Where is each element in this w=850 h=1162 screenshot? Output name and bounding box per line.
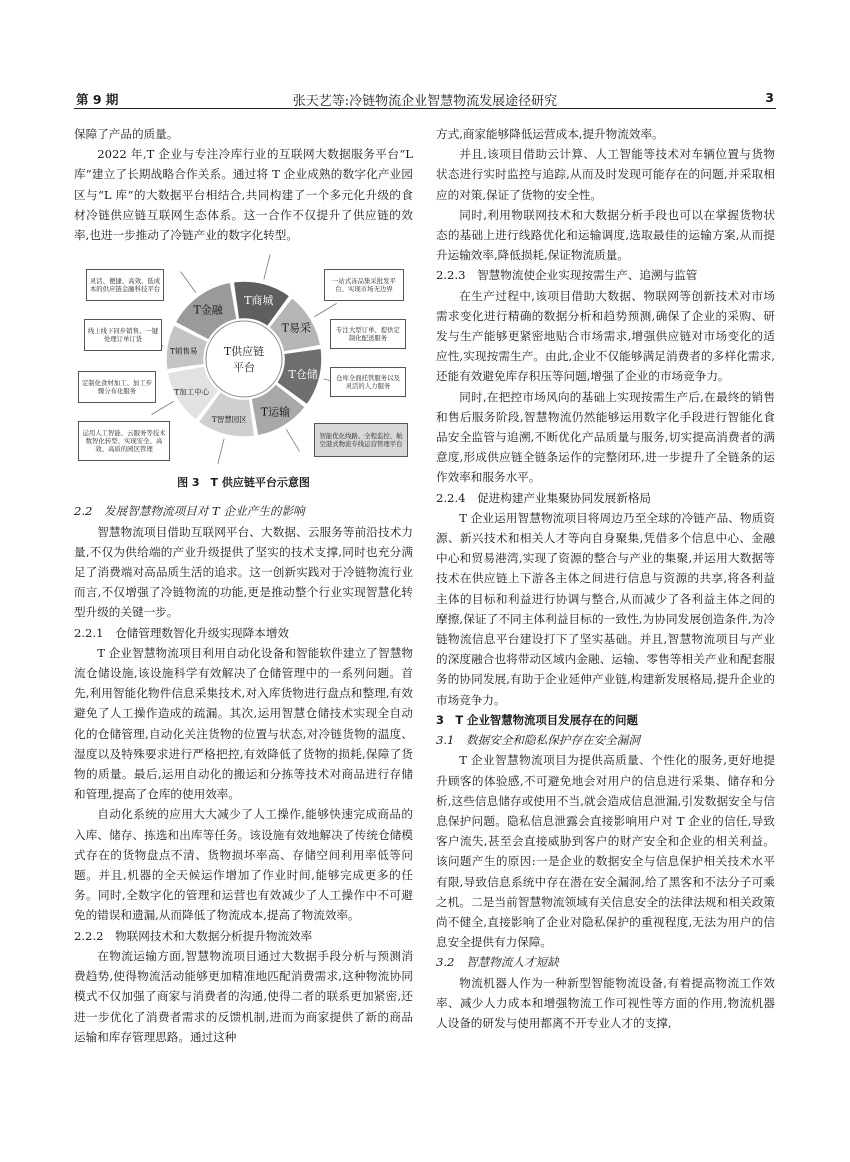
box-procurement: 专注大型订单、提供定制化配送服务 [330, 319, 406, 349]
section-2-2-1-title: 2.2.1 仓储管理数智化升级实现降本增效 [74, 625, 290, 640]
ring-center [206, 321, 282, 397]
page-number: 3 [765, 90, 774, 105]
section-2-2-3-title: 2.2.3 智慧物流使企业实现按需生产、追溯与监管 [436, 268, 698, 283]
connector-line [314, 304, 336, 317]
box-mall: 一站式冻品集采批发平台、实现市场无边界 [324, 269, 404, 301]
paragraph: 保障了产品的质量。 [74, 127, 179, 141]
figure-3 [74, 251, 413, 469]
paragraph: 自动化系统的应用大大减少了人工操作,能够快速完成商品的入库、储存、拣选和出库等任务。该设施有效地解决了传统仓储模式存在的货物盘点不清、货物损坏率高、存储空间利用率低等问题。并且,机器的全天候运作增加了作业时间,能够完成更多的任务。同时,全数字化的管理和运营也有效减少了人工操作中不可避免的错误和遗漏,从而降低了物流成本,提高了物流效率。 [74, 807, 413, 923]
box-smart-park: 运用人工智能、云服务等技术数智化转型、实现安全、高效、高质的园区管理 [78, 421, 170, 461]
section-2-2-title: 2.2 发展智慧物流项目对 T 企业产生的影响 [74, 504, 305, 519]
segment-label: T加工中心 [174, 387, 210, 397]
connector-line [218, 439, 224, 464]
section-3-2-title: 3.2 智慧物流人才短缺 [436, 955, 559, 970]
box-sales: 线上线下同步销售、一键处理订单订货 [84, 319, 162, 351]
running-title: 张天艺等:冷链物流企业智慧物流发展途径研究 [292, 94, 558, 109]
running-header [74, 88, 776, 109]
center-label-line2: 平台 [233, 361, 255, 375]
box-processing: 定制化食材加工、加工步骤分布化服务 [78, 371, 156, 403]
segment-label: T销售易 [169, 346, 198, 356]
paragraph: 并且,该项目借助云计算、人工智能等技术对车辆位置与货物状态进行实时监控与追踪,从而及时发现可能存在的问题,并采取相应的对策,保证了货物的安全性。 [436, 147, 775, 202]
paragraph: 同时,在把控市场风向的基础上实现按需生产后,在最终的销售和售后服务阶段,智慧物流仍然能够运用数字化手段进行智能化食品安全监管与追溯,不断优化产品质量与服务,切实提高消费者的满意度,形成供应链全链条运作的完整闭环,进一步提升了全链条的运作效率和服务水平。 [436, 389, 775, 485]
paragraph: T 企业智慧物流项目为提供高质量、个性化的服务,更好地提升顾客的体验感,不可避免地会对用户的信息进行采集、储存和分析,这些信息储存或使用不当,就会造成信息泄漏,引发数据安全与信息保护问题。隐私信息泄露会直接影响用户对 T 企业的信任,导致客户流失,甚至会直接威胁到客户的财产安全和企业的相关利益。该问题产生的原因:一是企业的数据安全与信息保护相关技术水平有限,导致信息系统中存在潜在安全漏洞,给了黑客和不法分子可乘之机。二是当前智慧物流领域有关信息安全的法律法规和相关政策尚不健全,直接影响了企业对隐私保护的重视程度,无法为用户的信息安全提供有力保障。 [436, 753, 775, 950]
section-2-2-2-title: 2.2.2 物联网技术和大数据分析提升物流效率 [74, 928, 313, 943]
segment-label: T智慧园区 [211, 415, 247, 425]
paragraph: 在生产过程中,该项目借助大数据、物联网等创新技术对市场需求变化进行精确的数据分析和趋势预测,确保了企业的采购、研发与生产能够更紧密地贴合市场需求,增强供应链对市场变化的适应性,实现按需生产。由此,企业不仅能够满足消费者的多样化需求,还能有效避免库存积压等问题,增强了企业的市场竞争力。 [436, 288, 775, 384]
segment-label: T金融 [193, 303, 223, 317]
paragraph: 方式,商家能够降低运营成本,提升物流效率。 [436, 127, 664, 141]
segment-label: T运输 [260, 405, 291, 419]
issue-number: 第 9 期 [76, 92, 119, 107]
paragraph: 在物流运输方面,智慧物流项目通过大数据手段分析与预测消费趋势,使得物流活动能够更加精准地匹配消费需求,这种物流协同模式不仅加强了商家与消费者的沟通,使得二者的联系更加紧密,还进一步优化了消费者需求的反馈机制,进而为商家提供了新的商品运输和库存管理思路。通过这种 [74, 948, 413, 1044]
connector-line [286, 430, 299, 452]
segment-label: T易采 [281, 321, 311, 335]
paragraph: 智慧物流项目借助互联网平台、大数据、云服务等前沿技术力量,不仅为供给端的产业升级提供了坚实的技术支撑,同时也充分满足了消费端对高品质生活的追求。这一创新实践对于冷链物流行业而言,不仅增强了冷链物流的功能,更是推动整个行业实现智慧化转型升级的关键一步。 [74, 524, 413, 620]
segment-label: T商城 [244, 294, 274, 308]
section-3-1-title: 3.1 数据安全和隐私保护存在安全漏洞 [436, 733, 640, 748]
box-warehousing: 仓库全面托管服务以及灵活的人力服务 [330, 367, 406, 397]
connector-line [151, 401, 173, 414]
section-3-title: 3 T 企业智慧物流项目发展存在的问题 [436, 712, 638, 727]
paragraph: T 企业智慧物流项目利用自动化设备和智能软件建立了智慧物流仓储设施,该设施科学有效解决了仓储管理中的一系列问题。首先,利用智能化物件信息采集技术,对入库货物进行盘点和整理,有效避免了人工操作造成的疏漏。其次,运用智慧仓储技术实现全自动化的仓储管理,自动化关注货物的位置与状态,对冷链货物的温度、湿度以及特殊要求进行严格把控,有效降低了货物的损耗,保障了货物的质量。最后,运用自动化的搬运和分拣等技术对商品进行存储和管理,提高了仓库的使用效率。 [74, 645, 413, 802]
box-transport: 智能优化线路、全程监控、航空港式物流专线运营管理平台 [314, 423, 408, 457]
paragraph: T 企业运用智慧物流项目将周边乃至全球的冷链产品、物质资源、新兴技术和相关人才等向自身聚集,凭借多个信息中心、金融中心和贸易港湾,实现了资源的整合与产业的集聚,并运用大数据等技术在供应链上下游各主体之间进行信息与资源的共享,将各利益主体的目标和利益进行协调与整合,从而减少了各利益主体之间的摩擦,保证了不同主体利益目标的一致性,为协同发展创造条件,为冷链物流信息平台建设打下了坚实基础。并且,智慧物流项目与产业的深度融合也将带动区域内金融、运输、零售等相关产业和配套服务的协同发展,有助于企业延伸产业链,构建新发展格局,提升企业的市场竞争力。 [436, 510, 775, 707]
connector-line [264, 254, 270, 279]
box-finance: 灵活、便捷、高效、低成本的供应链金融科技平台 [86, 269, 164, 301]
right-column [436, 124, 775, 1033]
segment-label: T仓储 [288, 367, 318, 381]
figure-caption: 图 3 T 供应链平台示意图 [177, 476, 310, 490]
paragraph: 物流机器人作为一种新型智能物流设备,有着提高物流工作效率、减少人力成本和增强物流工作可视性等方面的作用,物流机器人设备的研发与使用都离不开专业人才的支撑, [436, 975, 775, 1030]
paragraph: 2022 年,T 企业与专注冷库行业的互联网大数据服务平台“L 库”建立了长期战略合作关系。通过将 T 企业成熟的数字化产业园区与“L 库”的大数据平台相结合,共同构建了一个多元化升级的食材冷链供应链互联网生态体系。这一合作不仅提升了供应链的效率,也进一步推动了冷链产业的数字化转型。 [74, 147, 413, 243]
connector-line [181, 272, 196, 293]
paragraph: 同时,利用物联网技术和大数据分析手段也可以在掌握货物状态的基础上进行线路优化和运输调度,选取最佳的运输方案,从而提升运输效率,降低损耗,保证物流质量。 [436, 207, 775, 263]
center-label-line1: T供应链 [223, 345, 265, 359]
section-2-2-4-title: 2.2.4 促进构建产业集聚协同发展新格局 [436, 490, 652, 505]
left-column [74, 124, 413, 1047]
